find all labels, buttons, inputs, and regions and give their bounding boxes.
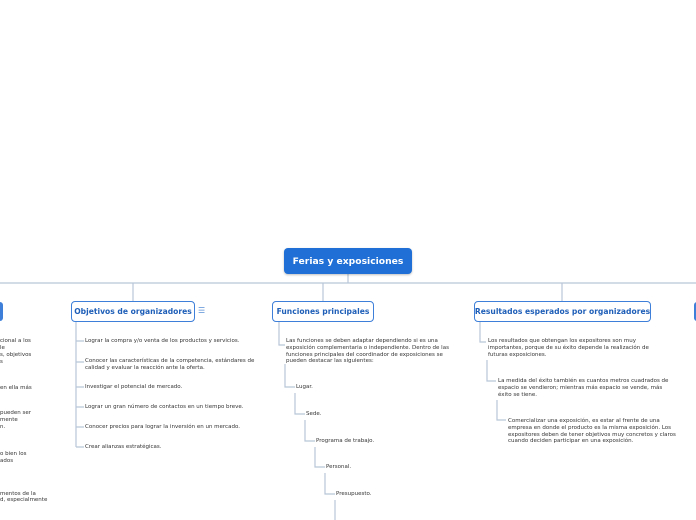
- resultados-topic-1[interactable]: Los resultados que obtengan los expositores son muy importantes, porque de su éxito depende la realización de futuras exposiciones.: [488, 338, 649, 358]
- left-fragment: d, especialmente: [0, 497, 48, 503]
- resultados-topic-2[interactable]: La medida del éxito también es cuantos metros cuadrados de espacio se vendieron; mientras más espacio se vende, más éxito se tiene.: [498, 378, 669, 398]
- objetivos-topic-3[interactable]: Investigar el potencial de mercado.: [85, 384, 183, 390]
- left-fragment: ados: [0, 458, 14, 464]
- funciones-topic-personal[interactable]: Personal.: [326, 464, 352, 470]
- funciones-topic-presupuesto[interactable]: Presupuesto.: [336, 491, 372, 497]
- left-fragment: s, objetivos: [0, 352, 32, 358]
- branch-funciones-label: Funciones principales: [276, 307, 370, 316]
- objetivos-topic-5[interactable]: Conocer precios para lograr la inversión en un mercado.: [85, 424, 240, 430]
- funciones-topic-programa[interactable]: Programa de trabajo.: [316, 438, 375, 444]
- branch-resultados[interactable]: [474, 301, 651, 322]
- branch-funciones[interactable]: [272, 301, 374, 322]
- left-fragment: s: [0, 359, 3, 365]
- funciones-topic-intro[interactable]: Las funciones se deben adaptar dependiendo si es una exposición complementaria o independiente. Dentro de las funciones principales del coordinador de exposiciones se pueden destacar las siguientes:: [286, 338, 449, 365]
- objetivos-topic-1[interactable]: Lograr la compra y/o venta de los productos y servicios.: [85, 338, 240, 344]
- left-fragment: en ella más: [0, 385, 32, 391]
- menu-lines-icon[interactable]: ☰: [198, 306, 206, 315]
- objetivos-topic-4[interactable]: Lograr un gran número de contactos en un tiempo breve.: [85, 404, 244, 410]
- objetivos-topic-2[interactable]: Conocer las características de la competencia, estándares de calidad y evaluar la reacción ante la oferta.: [85, 358, 255, 371]
- left-fragment: mentos de la: [0, 491, 36, 497]
- left-fragment: pueden ser: [0, 410, 31, 416]
- left-fragment: n.: [0, 424, 6, 430]
- left-fragment: o bien los: [0, 451, 27, 457]
- resultados-topic-3[interactable]: Comercializar una exposición, es estar al frente de una empresa en donde el producto es la misma exposición. Los expositores deben de tener objetivos muy concretos y claros cuando deciden participar en una exposición.: [508, 418, 676, 445]
- funciones-topic-lugar[interactable]: Lugar.: [296, 384, 313, 390]
- left-fragment: le: [0, 345, 5, 351]
- root-node[interactable]: [284, 248, 412, 274]
- funciones-topic-sede[interactable]: Sede.: [306, 411, 322, 417]
- branch-resultados-label: Resultados esperados por organizadores: [474, 307, 651, 316]
- left-fragment: mente: [0, 417, 18, 423]
- objetivos-topic-6[interactable]: Crear alianzas estratégicas.: [85, 444, 162, 450]
- root-label: Ferias y exposiciones: [292, 255, 404, 267]
- offscreen-branch-edge-left: [0, 302, 3, 321]
- branch-objetivos-label: Objetivos de organizadores: [74, 307, 192, 316]
- left-fragment: cional a los: [0, 338, 31, 344]
- branch-objetivos[interactable]: [71, 301, 195, 322]
